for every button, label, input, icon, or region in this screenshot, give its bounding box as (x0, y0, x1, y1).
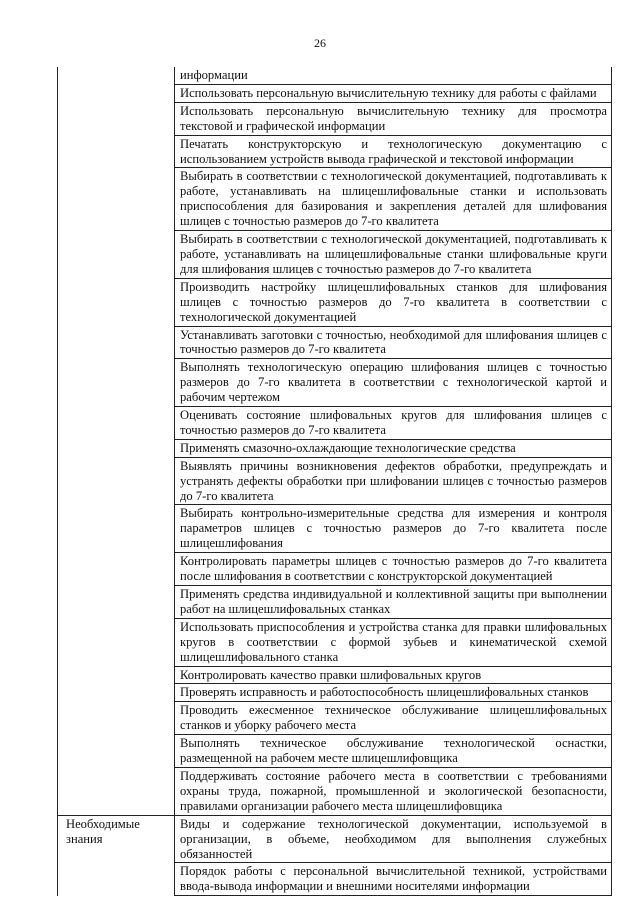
skill-text: Проводить ежесменное техническое обслуживание шлицешлифовальных станков и уборку рабочего места (180, 703, 607, 733)
table-cell (175, 767, 612, 815)
skill-text: Использовать персональную вычислительную технику для работы с файлами (180, 85, 597, 100)
skill-text: Контролировать параметры шлицев с точностью размеров до 7-го квалитета после шлифования в соответствии с конструкторской документацией (180, 554, 607, 584)
requirements-table (57, 67, 612, 896)
table-cell (175, 735, 612, 768)
section-label: Необходимые знания (66, 816, 140, 846)
table-cell (175, 666, 612, 684)
table-cell (175, 702, 612, 735)
table-cell (175, 102, 612, 135)
table-cell (175, 278, 612, 326)
skill-text: Использовать приспособления и устройства станка для правки шлифовальных кругов в соответствии с формой зубьев и кинематической схемой шлицешлифовального станка (180, 619, 607, 664)
skill-text: Выполнять технологическую операцию шлифования шлицев с точностью размеров до 7-го квалитета в соответствии с технологической картой и рабочим чертежом (180, 360, 607, 405)
skill-text: Выявлять причины возникновения дефектов обработки, предупреждать и устранять дефекты обработки при шлифовании шлицев с точностью размеров до 7-го квалитета (180, 458, 607, 503)
table-cell (175, 618, 612, 666)
skill-text: Печатать конструкторскую и технологическую документацию с использованием устройств вывода графической и текстовой информации (180, 136, 607, 166)
table-cell (175, 326, 612, 359)
table-cell (175, 863, 612, 896)
skill-text: Выбирать контрольно-измерительные средства для измерения и контроля параметров шлицев с точностью размеров до 7-го квалитета после шлицешлифования (180, 506, 607, 551)
skill-text: информации (180, 68, 248, 82)
table-cell (175, 407, 612, 440)
table-cell (175, 439, 612, 457)
skill-text: Производить настройку шлицешлифовальных станков для шлифования шлицев с точностью размеров до 7-го квалитета в соответствии с технологической документацией (180, 279, 607, 324)
table-row (58, 815, 612, 863)
knowledge-text: Виды и содержание технологической документации, используемой в организации, в объеме, необходимом для выполнения служебных обязанностей (180, 816, 607, 861)
page-number: 26 (314, 36, 326, 50)
skill-text: Поддерживать состояние рабочего места в соответствии с требованиями охраны труда, пожарной, промышленной и экологической безопасности, правилами организации рабочего места шлицешлифовщика (180, 768, 607, 813)
skill-text: Устанавливать заготовки с точностью, необходимой для шлифования шлицев с точностью размеров до 7-го квалитета (180, 327, 607, 357)
table-cell (175, 84, 612, 102)
skill-text: Выбирать в соответствии с технологической документацией, подготавливать к работе, устанавливать на шлицешлифовальные станки и использовать приспособления для базирования и закрепления деталей для шлифования шлицев с точностью размеров до 7-го квалитета (180, 169, 607, 229)
skill-text: Оценивать состояние шлифовальных кругов для шлифования шлицев с точностью размеров до 7-го квалитета (180, 408, 607, 437)
table-cell (175, 168, 612, 231)
table-cell (175, 815, 612, 863)
knowledge-text: Порядок работы с персональной вычислительной техникой, устройствами ввода-вывода информации и внешними носителями информации (180, 864, 607, 894)
table-cell (175, 135, 612, 168)
table-cell (175, 553, 612, 586)
skill-text: Применять смазочно-охлаждающие технологические средства (180, 440, 516, 455)
skills-label-cell (58, 67, 175, 815)
table-cell (175, 586, 612, 619)
skill-text: Контролировать качество правки шлифовальных кругов (180, 667, 482, 682)
knowledge-label-cell (58, 815, 175, 896)
table-row (58, 67, 612, 84)
table-cell (175, 505, 612, 553)
table-cell (175, 457, 612, 505)
skill-text: Проверять исправность и работоспособность шлицешлифовальных станков (180, 685, 589, 700)
table-cell (175, 231, 612, 279)
table-cell (175, 359, 612, 407)
skill-text: Выбирать в соответствии с технологической документацией, подготавливать к работе, устанавливать на шлицешлифовальные станки шлифовальные круги для шлифования шлицев с точностью размеров до 7-го квалитета (180, 232, 607, 276)
table-cell (175, 684, 612, 702)
table-cell (175, 67, 612, 84)
skill-text: Применять средства индивидуальной и коллективной защиты при выполнении работ на шлицешлифовальных станках (180, 587, 607, 616)
skill-text: Использовать персональную вычислительную технику для просмотра текстовой и графической информации (180, 103, 607, 133)
skill-text: Выполнять техническое обслуживание технологической оснастки, размещенной на рабочем месте шлицешлифовщика (180, 736, 607, 766)
